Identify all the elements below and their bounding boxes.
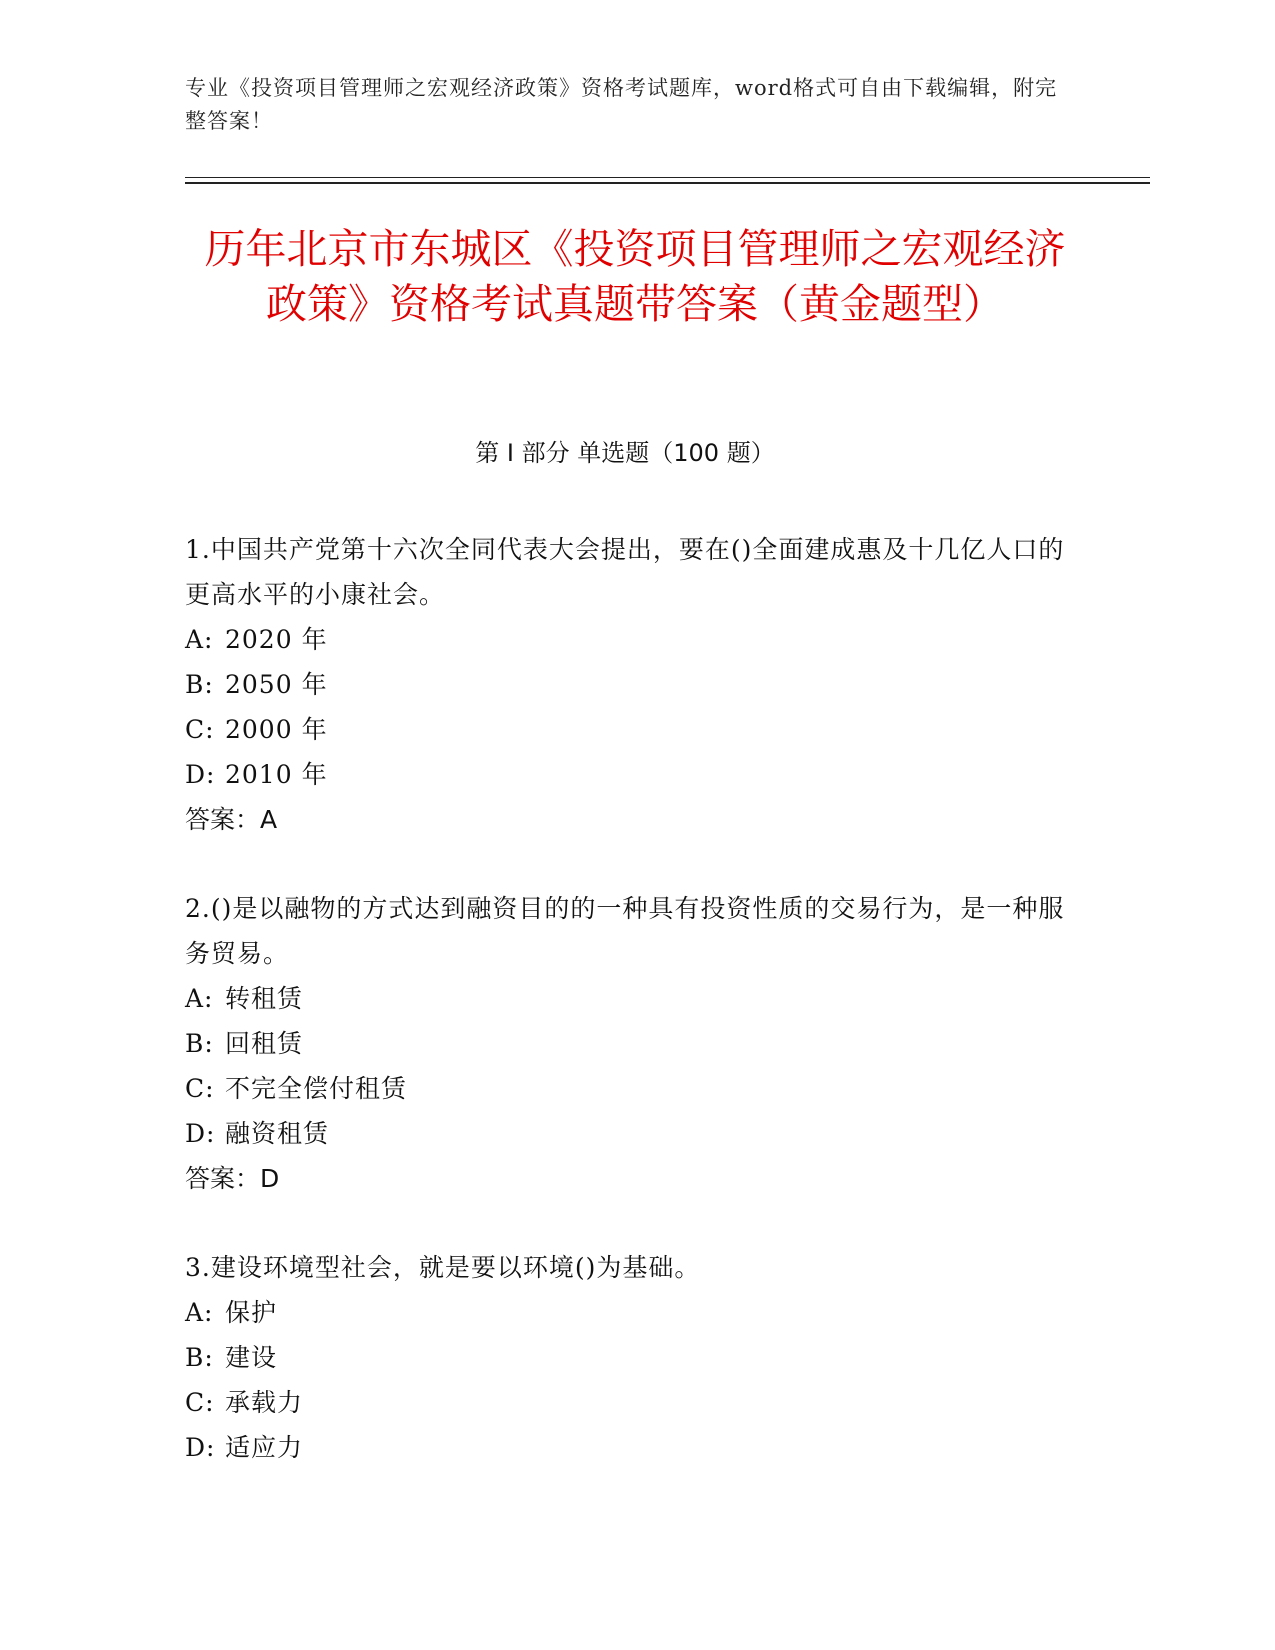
question-stem: 3.建设环境型社会，就是要以环境()为基础。 [185, 1253, 701, 1282]
option-b [185, 662, 1065, 707]
option-text: 2050 年 [225, 670, 328, 699]
answer-line: 答案：D [185, 1164, 280, 1193]
option-text: 建设 [225, 1343, 278, 1372]
question-stem: 2.()是以融物的方式达到融资目的的一种具有投资性质的交易行为，是一种服务贸易。 [185, 894, 1065, 968]
question-spacer [185, 842, 1065, 886]
option-a [185, 1290, 1065, 1335]
question-2 [185, 886, 1065, 1201]
option-letter: B: [185, 1343, 214, 1372]
option-letter: D: [185, 760, 216, 789]
option-text: 保护 [225, 1298, 278, 1327]
option-text: 转租赁 [225, 984, 304, 1013]
option-letter: A: [185, 1298, 214, 1327]
option-text: 承载力 [225, 1388, 304, 1417]
option-d [185, 752, 1065, 797]
option-b [185, 1335, 1065, 1380]
option-text: 2010 年 [225, 760, 328, 789]
section-title: 第 I 部分 单选题（100 题） [475, 439, 775, 467]
option-letter: A: [185, 625, 214, 654]
answer-line: 答案：A [185, 805, 278, 834]
option-a [185, 617, 1065, 662]
option-c [185, 1380, 1065, 1425]
option-letter: C: [185, 1388, 215, 1417]
option-letter: A: [185, 984, 214, 1013]
option-text: 2020 年 [225, 625, 328, 654]
header-divider-thin [185, 177, 1150, 178]
option-text: 融资租赁 [225, 1119, 330, 1148]
question-spacer [185, 1201, 1065, 1245]
option-text: 不完全偿付租赁 [225, 1074, 408, 1103]
header-divider-thick [185, 182, 1150, 184]
option-letter: D: [185, 1119, 216, 1148]
option-d [185, 1425, 1065, 1470]
option-c [185, 707, 1065, 752]
question-1 [185, 527, 1065, 842]
question-stem: 1.中国共产党第十六次全同代表大会提出，要在()全面建成惠及十几亿人口的更高水平的小康社会。 [185, 535, 1065, 609]
option-text: 适应力 [225, 1433, 304, 1462]
option-letter: B: [185, 670, 214, 699]
option-b [185, 1021, 1065, 1066]
option-letter: C: [185, 1074, 215, 1103]
document-title: 历年北京市东城区《投资项目管理师之宏观经济政策》资格考试真题带答案（黄金题型） [204, 225, 1066, 328]
option-text: 回租赁 [225, 1029, 304, 1058]
option-c [185, 1066, 1065, 1111]
option-d [185, 1111, 1065, 1156]
header-note: 专业《投资项目管理师之宏观经济政策》资格考试题库，word格式可自由下载编辑，附完整答案！ [185, 76, 1058, 133]
option-letter: B: [185, 1029, 214, 1058]
option-letter: C: [185, 715, 215, 744]
option-a [185, 976, 1065, 1021]
question-list [185, 527, 1065, 1470]
question-3 [185, 1245, 1065, 1470]
option-letter: D: [185, 1433, 216, 1462]
option-text: 2000 年 [225, 715, 328, 744]
